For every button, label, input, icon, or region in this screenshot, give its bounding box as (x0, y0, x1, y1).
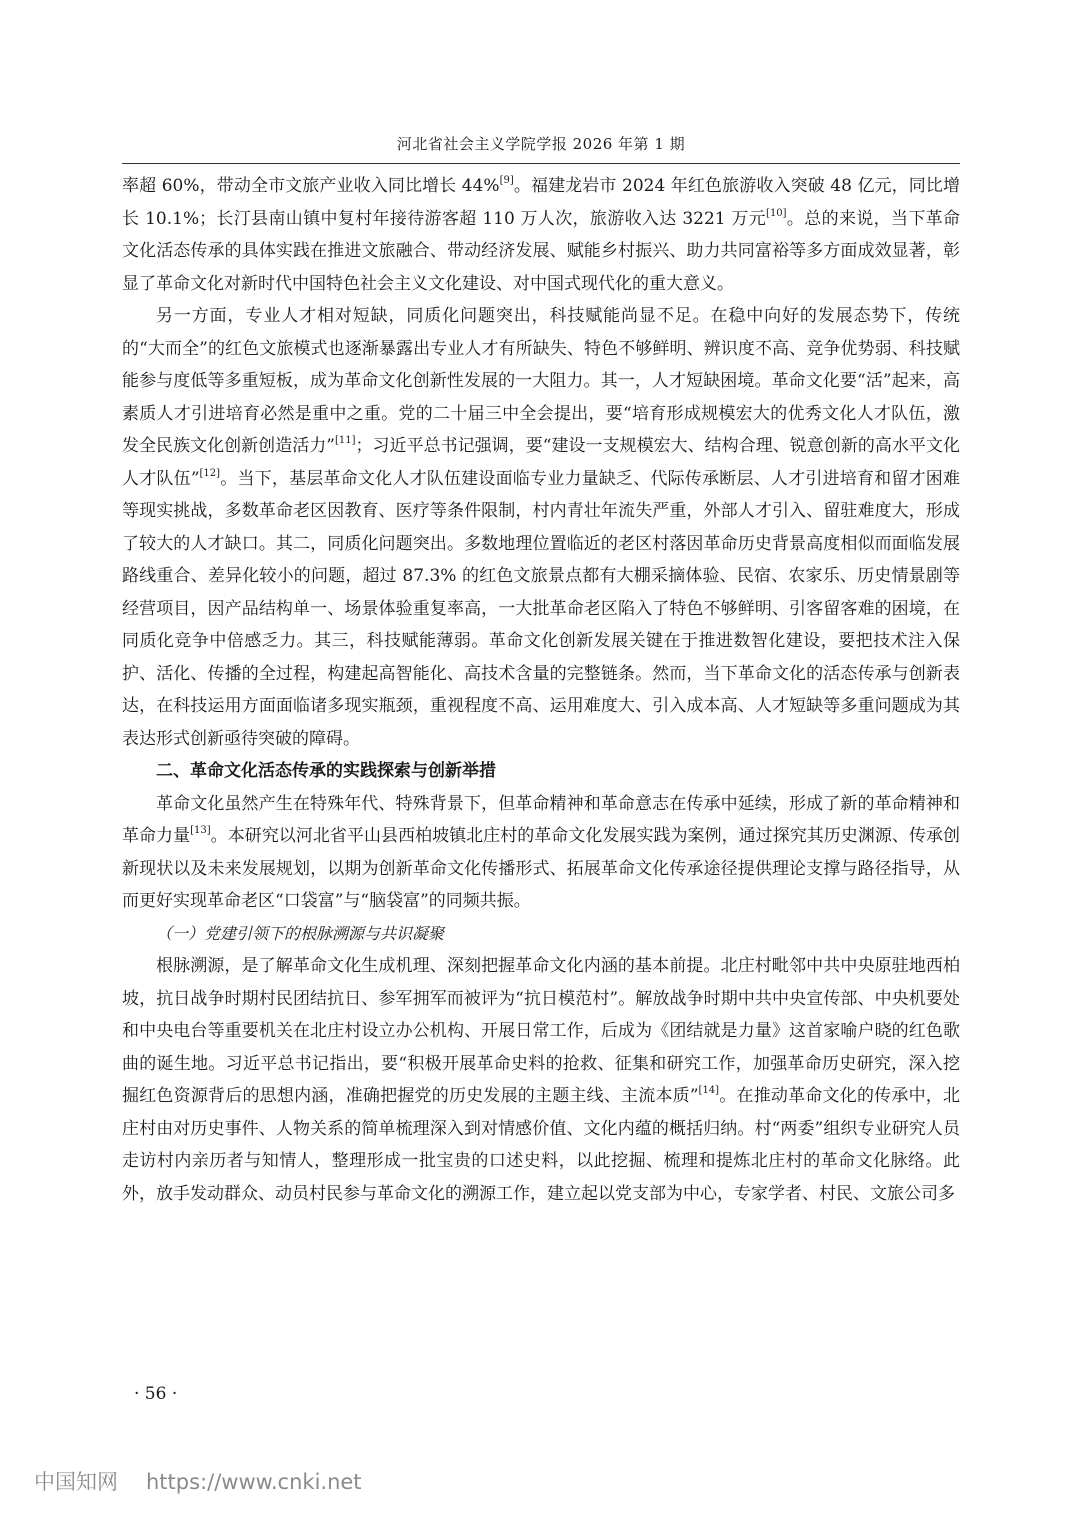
paragraph-3: 革命文化虽然产生在特殊年代、特殊背景下，但革命精神和革命意志在传承中延续，形成了新的革命精神和革命力量[13]。本研究以河北省平山县西柏坡镇北庄村的革命文化发展实践为案例，通过探究其历史渊源、传承创新现状以及未来发展规划，以期为创新革命文化传播形式、拓展革命文化传承途径提供理论支撑与路径指导，从而更好实现革命老区“口袋富”与“脑袋富”的同频共振。 (122, 793, 961, 911)
article-body (122, 170, 960, 1210)
citation-9[interactable]: [9] (499, 175, 514, 186)
paragraph-4: 根脉溯源，是了解革命文化生成机理、深刻把握革命文化内涵的基本前提。北庄村毗邻中共中央原驻地西柏坡，抗日战争时期村民团结抗日、参军拥军而被评为“抗日模范村”。解放战争时期中共中央宣传部、中央机要处和中央电台等重要机关在北庄村设立办公机构、开展日常工作，后成为《团结就是力量》这首家喻户晓的红色歌曲的诞生地。习近平总书记指出，要“积极开展革命史料的抢救、征集和研究工作，加强革命历史研究，深入挖掘红色资源背后的思想内涵，准确把握党的历史发展的主题主线、主流本质”[14]。在推动革命文化的传承中，北庄村由对历史事件、人物关系的简单梳理深入到对情感价值、文化内蕴的概括归纳。村“两委”组织专业研究人员走访村内亲历者与知情人，整理形成一批宝贵的口述史料，以此挖掘、梳理和提炼北庄村的革命文化脉络。此外，放手发动群众、动员村民参与革命文化的溯源工作，建立起以党支部为中心，专家学者、村民、文旅公司多 (122, 956, 960, 1204)
cnki-watermark (34, 1466, 362, 1496)
paragraph-2: 另一方面，专业人才相对短缺，同质化问题突出，科技赋能尚显不足。在稳中向好的发展态势下，传统的“大而全”的红色文旅模式也逐渐暴露出专业人才有所缺失、特色不够鲜明、辨识度不高、竞争优势弱、科技赋能参与度低等多重短板，成为革命文化创新性发展的一大阻力。其一，人才短缺困境。革命文化要“活”起来，高素质人才引进培育必然是重中之重。党的二十届三中全会提出，要“培育形成规模宏大的优秀文化人才队伍，激发全民族文化创新创造活力”[11]；习近平总书记强调，要“建设一支规模宏大、结构合理、锐意创新的高水平文化人才队伍”[12]。当下，基层革命文化人才队伍建设面临专业力量缺乏、代际传承断层、人才引进培育和留才困难等现实挑战，多数革命老区因教育、医疗等条件限制，村内青壮年流失严重，外部人才引入、留驻难度大，形成了较大的人才缺口。其二，同质化问题突出。多数地理位置临近的老区村落因革命历史背景高度相似而面临发展路线重合、差异化较小的问题，超过 87.3% 的红色文旅景点都有大棚采摘体验、民宿、农家乐、历史情景剧等经营项目，因产品结构单一、场景体验重复率高，一大批革命老区陷入了特色不够鲜明、引客留客难的困境，在同质化竞争中倍感乏力。其三，科技赋能薄弱。革命文化创新发展关键在于推进数智化建设，要把技术注入保护、活化、传播的全过程，构建起高智能化、高技术含量的完整链条。然而，当下革命文化的活态传承与创新表达，在科技运用方面面临诸多现实瓶颈，重视程度不高、运用难度大、引入成本高、人才短缺等多重问题成为其表达形式创新亟待突破的障碍。 (122, 306, 960, 749)
watermark-url[interactable]: https://www.cnki.net (146, 1470, 362, 1494)
section-heading: 二、革命文化活态传承的实践探索与创新举措 (156, 761, 496, 781)
paragraph-1: 率超 60%，带动全市文旅产业收入同比增长 44%[9]。福建龙岩市 2024 年红色旅游收入突破 48 亿元，同比增长 10.1%；长汀县南山镇中复村年接待游客超 110 万人次，旅游收入达 3221 万元[10]。总的来说，当下革命文化活态传承的具体实践在推进文旅融合、带动经济发展、赋能乡村振兴、助力共同富裕等多方面成效显著，彰显了革命文化对新时代中国特色社会主义文化建设、对中国式现代化的重大意义。 (122, 175, 961, 294)
citation-11[interactable]: [11] (334, 435, 356, 446)
subsection-heading: （一）党建引领下的根脉溯源与共识凝聚 (156, 923, 445, 943)
page-number: · 56 · (134, 1384, 178, 1404)
journal-header: 河北省社会主义学院学报 2026 年第 1 期 (396, 135, 686, 153)
citation-14[interactable]: [14] (698, 1085, 720, 1096)
citation-13[interactable]: [13] (190, 825, 211, 836)
citation-10[interactable]: [10] (766, 207, 787, 219)
header-rule (122, 163, 960, 164)
watermark-name: 中国知网 (34, 1470, 118, 1494)
citation-12[interactable]: [12] (199, 467, 221, 479)
